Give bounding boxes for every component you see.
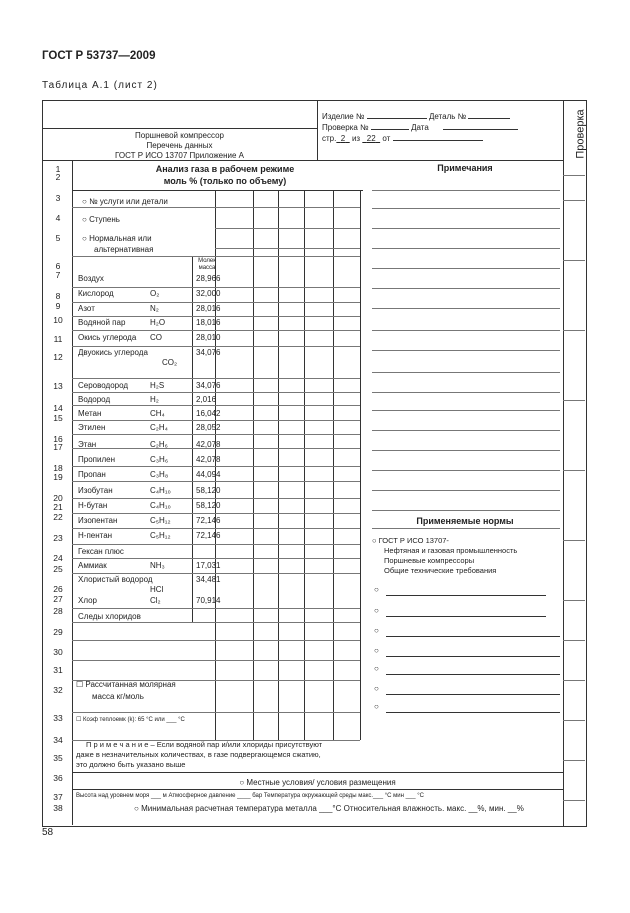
detail-label: Деталь № (428, 112, 467, 121)
norm-option-icon[interactable]: ○ (374, 626, 379, 635)
check-line (563, 540, 585, 541)
grid-row-line (215, 248, 360, 249)
row-number: 31 (53, 665, 63, 675)
row-number: 12 (53, 352, 63, 362)
gas-molar-mass: 58,120 (196, 486, 221, 495)
grid-row-line (72, 378, 360, 379)
header-fields (322, 111, 518, 144)
norm-option-icon[interactable]: ○ (374, 585, 379, 594)
row-number: 38 (53, 803, 63, 813)
check-line (563, 680, 585, 681)
row-number: 2 (55, 172, 61, 182)
gas-molar-mass: 28,016 (196, 304, 221, 313)
row-number: 30 (53, 647, 63, 657)
mass-column-line (192, 256, 193, 622)
gas-molar-mass: 2,016 (196, 395, 217, 404)
check-line (563, 600, 585, 601)
row-number: 32 (53, 685, 63, 695)
gas-molar-mass: 18,016 (196, 318, 221, 327)
grid-row-line (72, 405, 360, 406)
grid-row-line (72, 528, 360, 529)
calc-molar-cont: масса кг/моль (92, 692, 144, 701)
grid-row-line (72, 712, 360, 713)
grid-row-line (215, 228, 360, 229)
check-line (563, 200, 585, 201)
norm-option-icon[interactable]: ○ (374, 646, 379, 655)
remark-line (372, 470, 560, 471)
check-line (563, 800, 585, 801)
norm-blank-line (386, 656, 560, 657)
check-line (563, 720, 585, 721)
gas-name: Следы хлоридов (78, 612, 141, 621)
detail-field[interactable] (468, 118, 510, 119)
row-number: 34 (53, 735, 63, 745)
gas-molar-mass: 72,146 (196, 516, 221, 525)
row-number: 36 (53, 773, 63, 783)
header-divider (42, 128, 317, 129)
gas-name: Водяной пар (78, 318, 126, 327)
gas-formula: N₂ (150, 304, 159, 313)
grid-row-line (72, 498, 360, 499)
remark-line (372, 392, 560, 393)
norm-blank-line (386, 595, 546, 596)
row-number: 19 (53, 472, 63, 482)
calc-molar-checkbox[interactable]: ☐ Рассчитанная молярная (76, 680, 176, 689)
gas-molar-mass: 42,078 (196, 440, 221, 449)
norm-std-l3: Поршневые компрессоры (384, 556, 475, 565)
gas-molar-mass: 28,966 (196, 274, 221, 283)
gas-formula: CO₂ (162, 358, 178, 367)
gas-formula: Cl₂ (150, 596, 161, 605)
grid-row-line (72, 660, 360, 661)
check-column-divider (563, 100, 564, 826)
gas-formula: H₂ (150, 395, 159, 404)
norm-blank-line (386, 694, 560, 695)
gas-name: Воздух (78, 274, 104, 283)
mass-header-2: масса (198, 265, 216, 271)
gas-formula: C₅H₁₂ (150, 516, 171, 525)
table-caption: Таблица А.1 (лист 2) (42, 80, 158, 91)
gas-molar-mass: 34,076 (196, 348, 221, 357)
gas-molar-mass: 72,146 (196, 531, 221, 540)
gas-molar-mass: 58,120 (196, 501, 221, 510)
gas-formula: C₄H₁₀ (150, 486, 171, 495)
gas-molar-mass: 28,052 (196, 423, 221, 432)
row-number: 14 (53, 403, 63, 413)
gas-formula: O₂ (150, 289, 160, 298)
header-line3: ГОСТ Р ИСО 13707 Приложение А (114, 151, 245, 160)
check-label: Проверка № (322, 123, 369, 132)
remark-line (372, 350, 560, 351)
site-line38[interactable]: ○ Минимальная расчетная температура металла ___°С Относительная влажность. макс. __%, мин. __% (134, 804, 524, 813)
check-line (563, 760, 585, 761)
gas-name: Аммиак (78, 561, 107, 570)
grid-row-line (72, 256, 360, 257)
row-number: 23 (53, 533, 63, 543)
header-title-block (42, 131, 317, 161)
grid-row-line (72, 316, 360, 317)
gas-title-line2: моль % (только по объему) (163, 176, 287, 186)
note-line3: это должно быть указано выше (76, 760, 186, 769)
site-line37: Высота над уровнем моря ___ м Атмосферное давление ____ бар Температура окружающей среды макс.___ °C мин ___ °C (76, 793, 425, 799)
grid-row-line (72, 330, 360, 331)
row-number: 6 (55, 261, 61, 271)
row-number: 5 (55, 233, 61, 243)
check-line (563, 640, 585, 641)
row-number: 4 (55, 213, 61, 223)
row-number: 33 (53, 713, 63, 723)
gas-formula: NH₃ (150, 561, 165, 570)
grid-column-line (215, 190, 216, 740)
gas-name: Пропилен (78, 455, 115, 464)
gas-formula: HCl (150, 585, 164, 594)
gas-title-bottom (72, 190, 363, 191)
gas-molar-mass: 16,042 (196, 409, 221, 418)
header-line2: Перечень данных (146, 141, 213, 150)
option-normal-cont: альтернативная (94, 245, 154, 254)
document-title: ГОСТ Р 53737—2009 (42, 50, 156, 62)
remark-line (372, 248, 560, 249)
norm-option-icon[interactable]: ○ (374, 664, 379, 673)
grid-row-line (72, 346, 360, 347)
row-number: 27 (53, 594, 63, 604)
row-number: 22 (53, 512, 63, 522)
site-title-line (72, 789, 563, 790)
grid-row-line (72, 513, 360, 514)
k-value-checkbox[interactable]: ☐ Коэф теплоемк (k): 65 °C или ___ °C (76, 716, 185, 723)
option-service[interactable]: ○ № услуги или детали (82, 197, 168, 206)
note-line2: даже в незначительных количествах, в газе подвергающемся сжатию, (76, 750, 321, 759)
norm-std-l4: Общие технические требования (384, 566, 497, 575)
header-line1: Поршневой компрессор (135, 131, 224, 140)
from-field[interactable] (393, 140, 483, 141)
row-number: 24 (53, 553, 63, 563)
gas-formula: CH₄ (150, 409, 165, 418)
page-total: 22 (366, 134, 376, 143)
remark-line (372, 208, 560, 209)
gas-name: Кислород (78, 289, 114, 298)
row-number: 3 (55, 193, 61, 203)
row-number: 11 (53, 334, 63, 344)
option-stage[interactable]: ○ Ступень (82, 215, 120, 224)
norm-std-l2: Нефтяная и газовая промышленность (384, 546, 518, 555)
gas-name: Хлористый водород (78, 575, 153, 584)
row-number: 7 (55, 270, 61, 280)
row-number: 21 (53, 502, 63, 512)
grid-row-line (72, 558, 360, 559)
row-number: 13 (53, 381, 63, 391)
note-bottom-line (72, 772, 563, 773)
gas-molar-mass: 28,010 (196, 333, 221, 342)
grid-row-line (72, 573, 360, 574)
gas-note (76, 740, 322, 770)
row-number: 18 (53, 463, 63, 473)
row-number: 25 (53, 564, 63, 574)
norm-option-icon[interactable]: ○ (374, 606, 379, 615)
row-number: 16 (53, 434, 63, 444)
gas-name: Этан (78, 440, 97, 449)
grid-column-line (304, 190, 305, 740)
gas-formula: C₂H₄ (150, 423, 168, 432)
page-prefix: стр. (322, 134, 337, 143)
gas-molar-mass: 34,481 (196, 575, 221, 584)
grid-row-line (72, 466, 360, 467)
norm-blank-line (386, 712, 560, 713)
row-number: 15 (53, 413, 63, 423)
page-number: 58 (42, 827, 54, 838)
gas-molar-mass: 32,000 (196, 289, 221, 298)
grid-row-line (72, 640, 360, 641)
remark-line (372, 410, 560, 411)
from-label: от (382, 134, 391, 143)
row-number: 37 (53, 792, 63, 802)
remark-line (372, 190, 560, 191)
remark-line (372, 372, 560, 373)
check-line (563, 400, 585, 401)
grid-row-line (72, 544, 360, 545)
gas-title-line1: Анализ газа в рабочем режиме (155, 164, 295, 174)
remark-line (372, 510, 560, 511)
grid-row-line (72, 287, 360, 288)
gas-formula: C₅H₁₂ (150, 531, 171, 540)
grid-column-line (253, 190, 254, 740)
gas-name: Азот (78, 304, 95, 313)
norms-standard (372, 536, 517, 576)
remark-line (372, 288, 560, 289)
remark-line (372, 430, 560, 431)
remarks-title: Примечания (437, 163, 493, 173)
gas-name: Водород (78, 395, 111, 404)
norm-blank-line (386, 674, 560, 675)
option-normal[interactable]: ○ Нормальная или (82, 234, 152, 243)
gas-formula: H₂S (150, 381, 165, 390)
row-number: 9 (55, 301, 61, 311)
grid-column-line (360, 190, 361, 740)
check-line (563, 470, 585, 471)
remark-line (372, 228, 560, 229)
item-label: Изделие № (322, 112, 365, 121)
check-line (563, 330, 585, 331)
norm-blank-line (386, 616, 546, 617)
gas-name: Этилен (78, 423, 106, 432)
gas-molar-mass: 42,078 (196, 455, 221, 464)
remark-line (372, 490, 560, 491)
norms-title: Применяемые нормы (416, 516, 514, 526)
gas-name: Двуокись углерода (78, 348, 148, 357)
gas-name: Сероводород (78, 381, 129, 390)
grid-row-line (72, 622, 360, 623)
gas-formula: CO (150, 333, 162, 342)
row-number: 35 (53, 753, 63, 763)
norm-std-option[interactable]: ○ ГОСТ Р ИСО 13707- (372, 536, 517, 546)
site-conditions-title[interactable]: ○ Местные условия/ условия размещения (72, 778, 563, 787)
remark-line (372, 330, 560, 331)
gas-formula: C₄H₁₀ (150, 501, 171, 510)
row-number: 28 (53, 606, 63, 616)
gas-name: Гексан плюс (78, 547, 124, 556)
gas-analysis-title (130, 163, 320, 187)
grid-column-line (333, 190, 334, 740)
remark-line (372, 528, 560, 529)
remark-line (372, 450, 560, 451)
gas-name: Пропан (78, 470, 106, 479)
row-number: 29 (53, 627, 63, 637)
grid-row-line (72, 302, 360, 303)
gas-molar-mass: 44,094 (196, 470, 221, 479)
row-number: 10 (53, 315, 63, 325)
row-number: 17 (53, 442, 63, 452)
grid-row-line (72, 392, 360, 393)
page-current: 2 (340, 134, 346, 143)
grid-column-line (278, 190, 279, 740)
gas-formula: H₂O (150, 318, 166, 327)
remark-line (372, 308, 560, 309)
mass-header-1: Молек (198, 258, 216, 264)
row-number: 26 (53, 584, 63, 594)
check-field[interactable] (371, 129, 409, 130)
norm-option-icon[interactable]: ○ (374, 684, 379, 693)
remark-line (372, 268, 560, 269)
norm-option-icon[interactable]: ○ (374, 702, 379, 711)
gas-name: Метан (78, 409, 102, 418)
date-field[interactable] (443, 129, 518, 130)
note-line1: П р и м е ч а н и е – Если водяной пар и/или хлориды присутствуют (86, 740, 323, 749)
gas-name: Хлор (78, 596, 97, 605)
gas-name: Изопентан (78, 516, 118, 525)
gas-molar-mass: 17,031 (196, 561, 221, 570)
grid-row-line (72, 420, 360, 421)
gas-name: Н-пентан (78, 531, 113, 540)
gas-molar-mass: 34,076 (196, 381, 221, 390)
row-number-divider (72, 160, 73, 825)
header-divider-v (317, 100, 318, 160)
check-line (563, 175, 585, 176)
check-column-label: Проверка (574, 109, 587, 159)
row-number: 20 (53, 493, 63, 503)
grid-row-line (72, 481, 360, 482)
check-line (563, 260, 585, 261)
gas-name: Н-бутан (78, 501, 108, 510)
date-label: Дата (411, 123, 429, 132)
row-number: 1 (55, 164, 61, 174)
row-number: 8 (55, 291, 61, 301)
grid-row-line (72, 608, 360, 609)
gas-name: Изобутан (78, 486, 113, 495)
gas-formula: C₂H₆ (150, 440, 168, 449)
gas-name: Окись углерода (78, 333, 137, 342)
grid-row-line (72, 434, 360, 435)
gas-formula: C₃H₆ (150, 455, 169, 464)
item-field[interactable] (367, 118, 427, 119)
gas-molar-mass: 70,914 (196, 596, 221, 605)
page-of: из (351, 134, 361, 143)
gas-formula: C₃H₈ (150, 470, 169, 479)
norm-blank-line (386, 636, 560, 637)
grid-row-line (72, 207, 360, 208)
